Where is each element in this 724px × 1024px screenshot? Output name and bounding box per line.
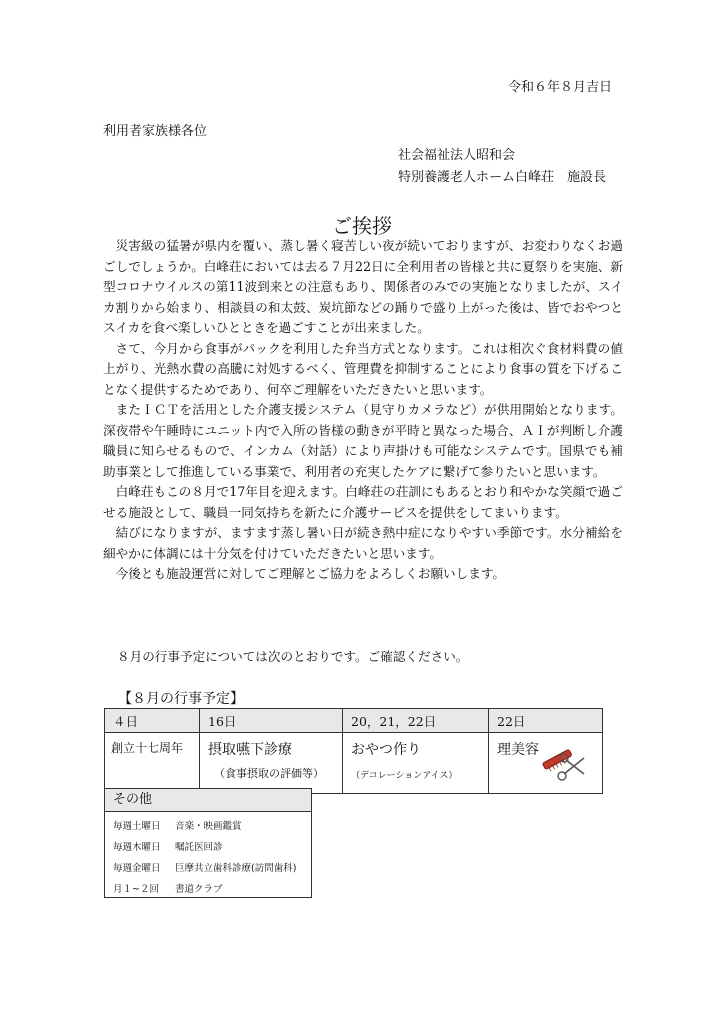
recipient: 利用者家族様各位	[103, 124, 208, 139]
schedule-title: 【８月の行事予定】	[118, 691, 244, 707]
event-sublabel: （食事摂取の評価等）	[214, 767, 324, 780]
other-event-what: 音楽・映画鑑賞	[175, 821, 242, 832]
other-events-title: その他	[105, 789, 311, 812]
schedule-table	[104, 708, 603, 794]
other-event-row	[113, 860, 296, 874]
schedule-note: ８月の行事予定については次のとおりです。ご確認ください。	[117, 649, 469, 664]
event-label: 創立十七周年	[111, 741, 184, 755]
other-event-when: 毎週土曜日	[113, 821, 161, 832]
sender-organization: 社会福祉法人昭和会	[398, 148, 516, 163]
other-event-row	[113, 818, 242, 832]
event-label: おやつ作り	[351, 742, 421, 758]
other-event-when: 月１~２回	[113, 884, 159, 895]
schedule-event	[343, 733, 489, 794]
event-label: 理美容	[497, 742, 539, 758]
sender-title: 特別養護老人ホーム白峰荘 施設長	[398, 170, 607, 185]
schedule-date: 20，21，22日	[343, 709, 489, 733]
body-paragraph: 災害級の猛暑が県内を覆い、蒸し暑く寝苦しい夜が続いておりますが、お変わりなくお過ごしでしょうか。白峰荘においては去る７月22日に全利用者の皆様と共に夏祭りを実施、新型コロナウイルスの第11波到来との注意もあり、関係者のみでの実施となりましたが、スイカ割りから始まり、相談員の和太鼓、炭坑節などの踊りで盛り上がった後は、皆でおやつとスイカを食べ楽しいひとときを過ごすことが出来ました。	[103, 238, 623, 335]
other-event-when: 毎週金曜日	[113, 863, 161, 874]
body-paragraph: さて、今月から食事がパックを利用した弁当方式となります。これは相次ぐ食材料費の値上がり、光熱水費の高騰に対処するべく、管理費を抑制することにより食事の質を下げることなく提供するためであり、何卒ご理解をいただきたいと思います。	[103, 340, 623, 397]
schedule-event-row	[105, 733, 603, 794]
schedule-event	[200, 733, 343, 794]
letter-heading: ご挨拶	[332, 214, 392, 238]
letter-body	[103, 236, 623, 585]
body-paragraph: 今後とも施設運営に対してご理解とご協力をよろしくお願いします。	[115, 566, 505, 581]
schedule-date: ４日	[105, 709, 200, 733]
other-event-when: 毎週木曜日	[113, 842, 161, 853]
letter-date: 令和６年８月吉日	[508, 80, 613, 95]
other-event-what: 嘱託医回診	[175, 842, 223, 853]
other-event-row	[113, 839, 223, 853]
other-event-row	[113, 881, 223, 895]
body-paragraph: 白峰荘もこの８月で17年目を迎えます。白峰荘の荘訓にもあるとおり和やかな笑顔で過ごせる施設として、職員一同気持ちを新たに介護サービスを提供をしてまいります。	[103, 484, 623, 520]
body-paragraph: またＩＣＴを活用とした介護支援システム（見守りカメラなど）が供用開始となります。深夜帯や午睡時にユニット内で入所の皆様の動きが平時と異なった場合、ＡＩが判断し介護職員に知らせるもので、インカム（対話）により声掛けも可能なシステムです。国県でも補助事業として推進している事業で、利用者の充実したケアに繋げて参りたいと思います。	[103, 402, 623, 479]
schedule-date: 22日	[489, 709, 603, 733]
schedule-date-row	[105, 709, 603, 733]
other-event-what: 巨摩共立歯科診療(訪問歯科)	[175, 863, 297, 874]
body-paragraph: 結びになりますが、ますます蒸し暑い日が続き熱中症になりやすい季節です。水分補給を細やかに体調には十分気を付けていただきたいと思います。	[103, 525, 623, 561]
schedule-event	[105, 733, 200, 794]
event-label: 摂取嚥下診療	[208, 742, 292, 758]
scissors-comb-icon	[540, 744, 588, 784]
other-events-box	[104, 788, 312, 898]
other-event-what: 書道クラブ	[175, 884, 223, 895]
event-sublabel: （デコレーションアイス）	[351, 771, 458, 781]
schedule-date: 16日	[200, 709, 343, 733]
